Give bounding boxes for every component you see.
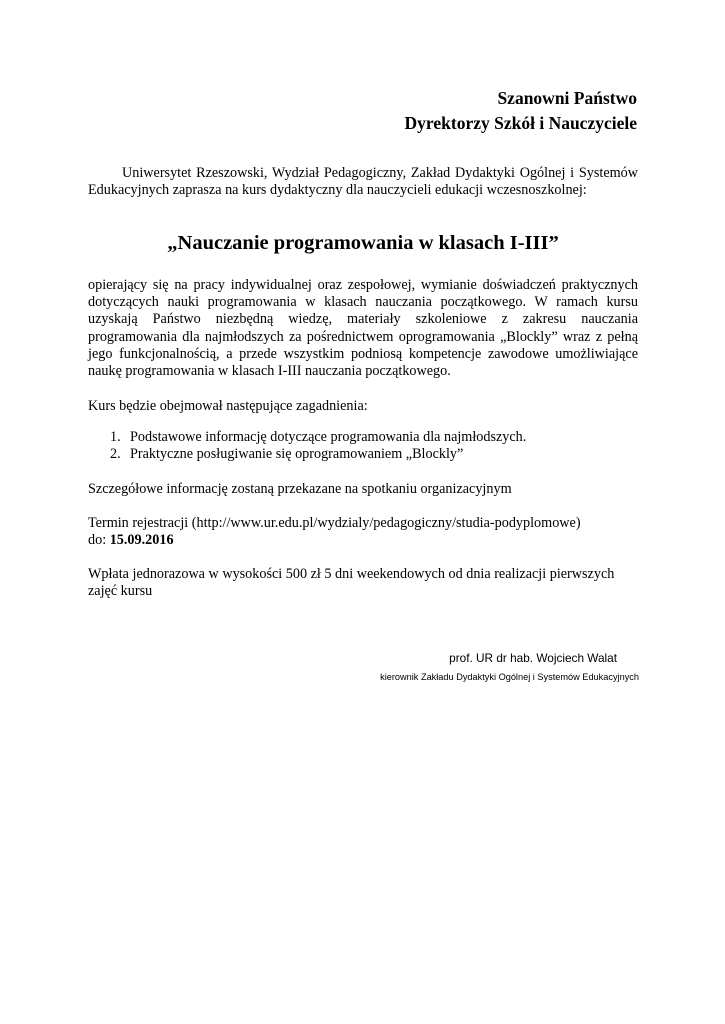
registration-paragraph bbox=[88, 515, 638, 549]
registration-date: 15.09.2016 bbox=[109, 532, 174, 549]
payment-paragraph: Wpłata jednorazowa w wysokości 500 zł 5 dni weekendowych od dnia realizacji pierwszych zajęć kursu bbox=[88, 566, 615, 600]
registration-text: Termin rejestracji (http://www.ur.edu.pl/wydzialy/pedagogiczny/studia-podyplomowe) bbox=[88, 515, 581, 531]
list-item-text: Praktyczne posługiwanie się oprogramowaniem „Blockly” bbox=[130, 446, 464, 463]
description-paragraph: opierający się na pracy indywidualnej oraz zespołowej, wymianie doświadczeń praktycznych dotyczących nauki programowania w klasach nauczania początkowego. W ramach kursu uzyskają Państwo niezbędną wiedzę, materiały szkoleniowe z zakresu nauczania programowania dla najmłodszych za pośrednictwem oprogramowania „Blockly” wraz z pełną jego funkcjonalnością, a przede wszystkim podniosą kompetencje zawodowe umożliwiające naukę programowania w klasach I-III nauczania początkowego. bbox=[88, 277, 638, 380]
addressee-line-1: Szanowni Państwo bbox=[497, 88, 637, 108]
registration-deadline bbox=[88, 532, 638, 549]
list-item-text: Podstawowe informację dotyczące programowania dla najmłodszych. bbox=[130, 429, 527, 445]
list-item bbox=[110, 429, 630, 446]
list-item bbox=[110, 446, 630, 463]
intro-paragraph: Uniwersytet Rzeszowski, Wydział Pedagogiczny, Zakład Dydaktyki Ogólnej i Systemów Edukacyjnych zaprasza na kurs dydaktyczny dla nauczycieli edukacji wczesnoszkolnej: bbox=[88, 165, 638, 199]
signature-name: prof. UR dr hab. Wojciech Walat bbox=[449, 651, 617, 665]
registration-until-label: do: bbox=[88, 532, 110, 549]
addressee-block bbox=[405, 86, 637, 136]
addressee-line-2: Dyrektorzy Szkół i Nauczyciele bbox=[404, 113, 637, 133]
list-item-number: 2. bbox=[110, 446, 121, 463]
list-item-number: 1. bbox=[110, 429, 121, 445]
signature-role: kierownik Zakładu Dydaktyki Ogólnej i Systemów Edukacyjnych bbox=[380, 672, 639, 682]
course-title: „Nauczanie programowania w klasach I-III” bbox=[167, 232, 559, 254]
topics-intro: Kurs będzie obejmował następujące zagadnienia: bbox=[88, 398, 368, 414]
topics-list bbox=[110, 429, 630, 463]
details-paragraph: Szczegółowe informację zostaną przekazane na spotkaniu organizacyjnym bbox=[88, 481, 512, 497]
